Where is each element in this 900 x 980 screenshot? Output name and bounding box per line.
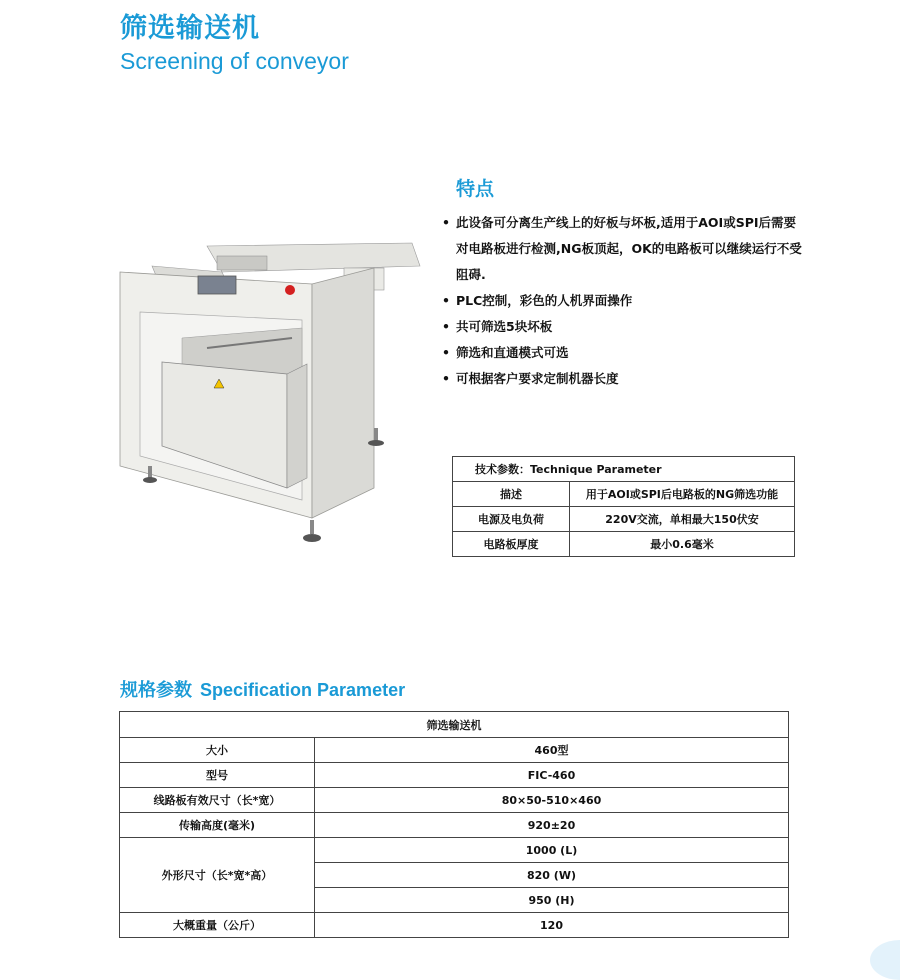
- table-row: [453, 507, 795, 532]
- page-title-en: Screening of conveyor: [120, 48, 349, 74]
- spec-title-cn: 规格参数: [120, 680, 192, 701]
- spec-value: 80×50-510×460: [315, 788, 789, 813]
- page-title-cn: 筛选输送机: [120, 13, 260, 44]
- tech-key: 电源及电负荷: [453, 507, 570, 532]
- tech-value: 最小0.6毫米: [570, 532, 795, 557]
- spec-key: 大小: [120, 738, 315, 763]
- spec-key: 外形尺寸（长*宽*高）: [120, 838, 315, 913]
- spec-value: 820 (W): [315, 863, 789, 888]
- decorative-corner-shape: [870, 940, 900, 980]
- spec-key: 型号: [120, 763, 315, 788]
- table-row: [120, 913, 789, 938]
- spec-value: 950 (H): [315, 888, 789, 913]
- table-row: [120, 738, 789, 763]
- technique-parameter-table: [452, 456, 795, 557]
- spec-section-title: [120, 676, 405, 702]
- spec-value: FIC-460: [315, 763, 789, 788]
- spec-table-header: 筛选输送机: [120, 712, 789, 738]
- table-row: [120, 813, 789, 838]
- spec-value: 920±20: [315, 813, 789, 838]
- feature-item: • 此设备可分离生产线上的好板与坏板,适用于AOI或SPI后需要对电路板进行检测,NG板顶起，OK的电路板可以继续运行不受阻碍.: [442, 210, 802, 288]
- tech-value: 220V交流，单相最大150伏安: [570, 507, 795, 532]
- features-title: 特点: [456, 178, 495, 200]
- features-list: [442, 210, 802, 392]
- spec-title-en: Specification Parameter: [200, 680, 406, 700]
- feature-item: • PLC控制，彩色的人机界面操作: [442, 288, 802, 314]
- table-row: [453, 482, 795, 507]
- tech-table-header: 技术参数：Technique Parameter: [453, 457, 795, 482]
- feature-item: • 筛选和直通模式可选: [442, 340, 802, 366]
- feature-item: • 可根据客户要求定制机器长度: [442, 366, 802, 392]
- spec-value: 120: [315, 913, 789, 938]
- specification-table: [119, 711, 789, 938]
- conveyor-machine-image: [112, 238, 432, 553]
- table-row: [120, 763, 789, 788]
- table-row: [120, 788, 789, 813]
- spec-key: 传输高度(毫米): [120, 813, 315, 838]
- tech-key: 电路板厚度: [453, 532, 570, 557]
- spec-key: 大概重量（公斤）: [120, 913, 315, 938]
- spec-key: 线路板有效尺寸（长*宽）: [120, 788, 315, 813]
- tech-key: 描述: [453, 482, 570, 507]
- table-row: [453, 532, 795, 557]
- feature-item: • 共可筛选5块坏板: [442, 314, 802, 340]
- tech-value: 用于AOI或SPI后电路板的NG筛选功能: [570, 482, 795, 507]
- table-row: [120, 838, 789, 863]
- spec-value: 460型: [315, 738, 789, 763]
- spec-value: 1000 (L): [315, 838, 789, 863]
